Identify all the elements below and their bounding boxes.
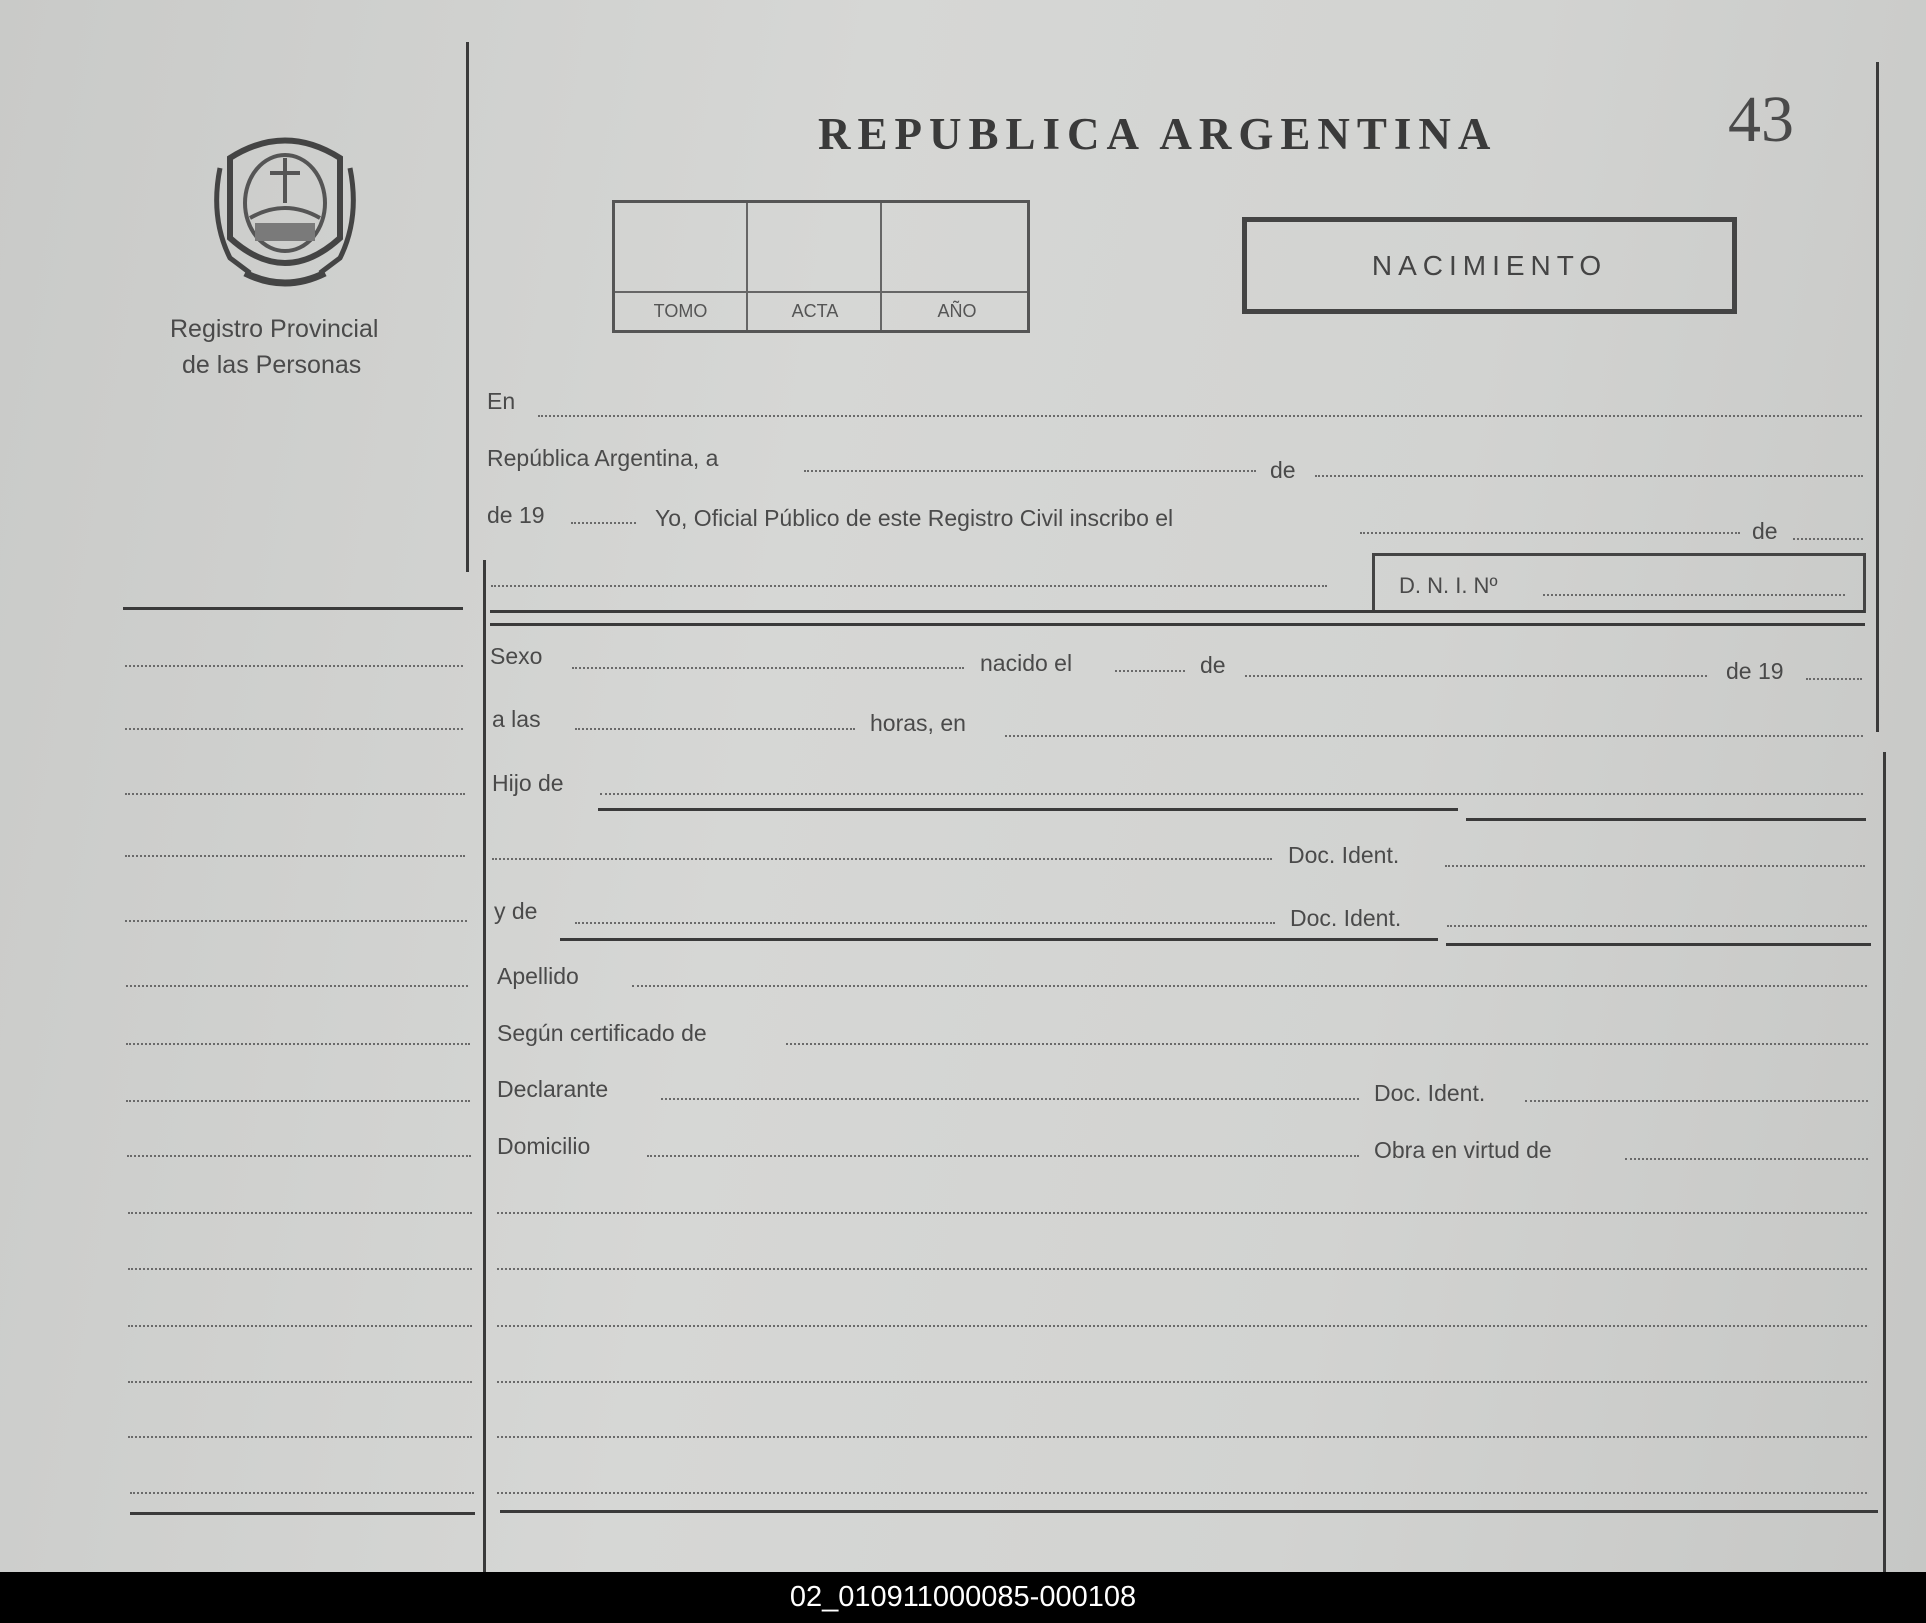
record-type-label: NACIMIENTO	[1371, 250, 1608, 281]
dni-label: D. N. I. Nº	[1399, 573, 1498, 598]
apellido-field[interactable]	[632, 985, 1867, 987]
image-id-caption: 02_010911000085-000108	[0, 1572, 1926, 1623]
note-line[interactable]	[497, 1212, 1867, 1214]
bottom-rule-right	[500, 1510, 1878, 1513]
organization-name-line1: Registro Provincial	[170, 315, 379, 343]
birth-month-field[interactable]	[1245, 675, 1707, 677]
left-margin-divider	[466, 42, 469, 572]
margin-line[interactable]	[128, 1381, 472, 1383]
de-label-1: de	[1270, 457, 1296, 483]
hijo-de-label: Hijo de	[492, 770, 564, 796]
margin-line[interactable]	[125, 920, 467, 922]
doc-ident-label-2: Doc. Ident.	[1290, 905, 1402, 931]
segun-certificado-label: Según certificado de	[497, 1020, 707, 1046]
domicilio-field[interactable]	[647, 1155, 1359, 1157]
father-name-field-2[interactable]	[492, 858, 1272, 860]
margin-line[interactable]	[127, 1155, 471, 1157]
margin-line[interactable]	[125, 855, 465, 857]
dni-field[interactable]	[1543, 594, 1845, 596]
doc-ident-label-3: Doc. Ident.	[1374, 1080, 1486, 1106]
day-field[interactable]	[804, 470, 1256, 472]
officer-statement: Yo, Oficial Público de este Registro Civil inscribo el	[655, 505, 1174, 531]
father-underline-right	[1466, 818, 1866, 821]
mother-doc-field[interactable]	[1447, 925, 1867, 927]
father-underline	[598, 808, 1458, 811]
dni-box	[1372, 553, 1866, 613]
obra-en-virtud-label: Obra en virtud de	[1374, 1137, 1552, 1163]
year-field[interactable]	[571, 522, 636, 524]
month-field[interactable]	[1315, 475, 1863, 477]
de-19-label: de 19	[487, 502, 545, 528]
ano-label: AÑO	[937, 301, 977, 321]
de-19-label-b: de 19	[1726, 658, 1784, 684]
right-edge-line	[1876, 62, 1879, 732]
tomo-label: TOMO	[653, 301, 708, 321]
note-line[interactable]	[497, 1268, 1867, 1270]
domicilio-label: Domicilio	[497, 1133, 591, 1159]
note-line[interactable]	[497, 1492, 1867, 1494]
father-name-field[interactable]	[600, 793, 1863, 795]
declarante-field[interactable]	[661, 1098, 1359, 1100]
left-margin-divider-top	[123, 607, 463, 610]
margin-line[interactable]	[126, 1100, 470, 1102]
left-margin-divider-lower	[483, 560, 486, 1572]
margin-line[interactable]	[128, 1268, 472, 1270]
inscribo-field[interactable]	[1360, 532, 1740, 534]
de-field-2[interactable]	[1793, 538, 1863, 540]
obra-field[interactable]	[1625, 1158, 1868, 1160]
mother-name-field[interactable]	[575, 922, 1275, 924]
a-las-label: a las	[492, 706, 541, 732]
declarante-doc-field[interactable]	[1525, 1100, 1868, 1102]
page-number: 43	[1728, 83, 1794, 156]
coat-of-arms-seal	[210, 128, 360, 293]
birth-place-field[interactable]	[1005, 735, 1863, 737]
en-field[interactable]	[538, 415, 1862, 417]
record-type-box	[1242, 217, 1737, 314]
margin-line[interactable]	[126, 1043, 470, 1045]
father-doc-field[interactable]	[1445, 865, 1865, 867]
declarante-label: Declarante	[497, 1076, 609, 1102]
note-line[interactable]	[497, 1325, 1867, 1327]
apellido-label: Apellido	[497, 963, 579, 989]
page-title: REPUBLICA ARGENTINA	[818, 109, 1498, 159]
acta-label: ACTA	[791, 301, 839, 321]
mother-underline-right	[1446, 943, 1871, 946]
organization-name-line2: de las Personas	[182, 351, 362, 379]
margin-line[interactable]	[128, 1436, 472, 1438]
en-label: En	[487, 388, 516, 414]
right-edge-line-lower	[1883, 752, 1886, 1572]
de-label-3: de	[1200, 652, 1226, 678]
section-divider-top	[490, 610, 1865, 613]
nacido-el-label: nacido el	[980, 650, 1073, 676]
de-label-2: de	[1752, 518, 1778, 544]
certificado-field[interactable]	[786, 1043, 1868, 1045]
register-reference-box	[612, 200, 1030, 333]
mother-underline	[560, 938, 1438, 941]
section-divider-top-2	[490, 623, 1865, 626]
note-line[interactable]	[497, 1436, 1867, 1438]
horas-en-label: horas, en	[870, 710, 966, 736]
birth-time-field[interactable]	[575, 728, 855, 730]
doc-ident-label-1: Doc. Ident.	[1288, 842, 1400, 868]
registered-name-field[interactable]	[491, 585, 1327, 587]
margin-line[interactable]	[128, 1212, 472, 1214]
y-de-label: y de	[494, 898, 538, 924]
margin-line[interactable]	[130, 1492, 474, 1494]
birth-year-field[interactable]	[1806, 678, 1862, 680]
margin-line[interactable]	[125, 728, 463, 730]
bottom-rule-left	[130, 1512, 475, 1515]
sexo-field[interactable]	[572, 667, 964, 669]
margin-line[interactable]	[128, 1325, 472, 1327]
margin-line[interactable]	[126, 985, 468, 987]
republica-label: República Argentina, a	[487, 445, 719, 471]
margin-line[interactable]	[125, 793, 465, 795]
margin-line[interactable]	[125, 665, 463, 667]
birth-day-field[interactable]	[1115, 670, 1185, 672]
sexo-label: Sexo	[490, 643, 543, 669]
note-line[interactable]	[497, 1381, 1867, 1383]
